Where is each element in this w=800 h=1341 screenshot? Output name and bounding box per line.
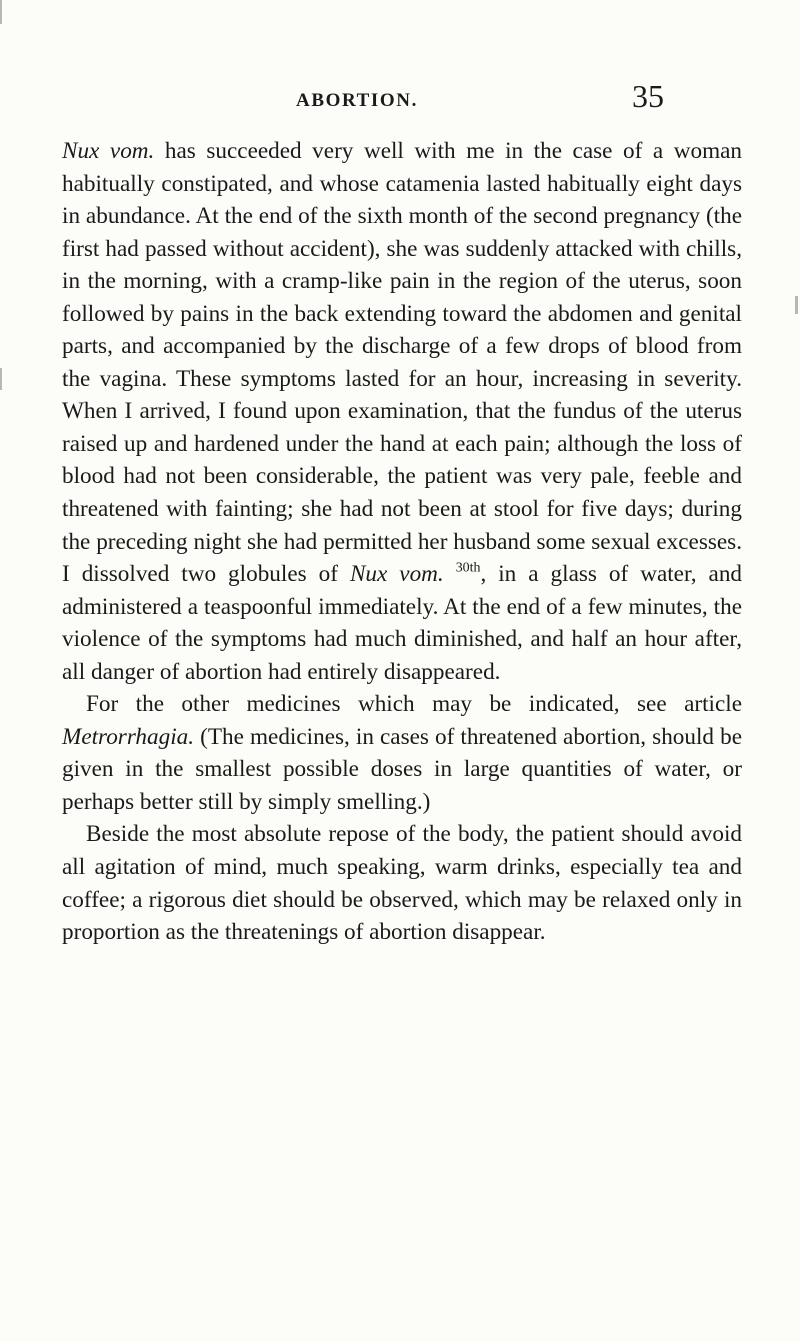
paragraph-text: has succeeded very well with me in the case of a woman habitually constipated, and whose catamenia lasted habitually eight days in abundance. At the end of the sixth month of the second pregnancy (the first had passed without accident), she was suddenly attacked with chills, in the morning, with a cramp-like pain in the region of the uterus, soon followed by pains in the back extending toward the abdomen and genital parts, and accompanied by the discharge of a few drops of blood from the vagina. These symptoms lasted for an hour, increasing in severity. When I arrived, I found upon examination, that the fundus of the uterus raised up and hardened under the hand at each pain; although the loss of blood had not been considerable, the patient was very pale, feeble and threatened with fainting; she had not been at stool for five days; during the preceding night she had permitted her husband some sexual excesses. I dissolved two globules of: [62, 138, 742, 588]
paragraph: [62, 818, 742, 948]
paragraph: [62, 135, 742, 688]
page-number: 35: [632, 78, 664, 114]
page-edge-mark: [0, 368, 2, 390]
remedy-name: Nux vom.: [349, 561, 444, 588]
page-edge-mark: [795, 296, 798, 314]
paragraph: [62, 688, 742, 818]
spacer-text: [444, 561, 456, 587]
potency-superscript: 30th: [455, 560, 481, 576]
running-head: [0, 78, 800, 112]
paragraph-text: Beside the most absolute repose of the body, the patient should avoid all agitation of mind, much speaking, warm drinks, especially tea and coffee; a rigorous diet should be observed, which may be relaxed only in proportion as the threatenings of abortion disappear.: [62, 821, 742, 946]
remedy-name: Nux vom.: [62, 138, 155, 164]
paragraph-text: (The medicines, in cases of threatened abortion, should be given in the smallest possible doses in large quantities of water, or perhaps better still by simply smelling.): [62, 723, 742, 815]
body-text: [62, 135, 742, 949]
paragraph-text: , in a glass of water, and administered a teaspoonful immediately. At the end of a few minutes, the violence of the symptoms had much diminished, and half an hour after, all danger of abortion had entirely disappeared.: [62, 561, 743, 685]
running-title: ABORTION.: [296, 90, 418, 111]
paragraph-text: For the other medicines which may be indicated, see article: [86, 691, 742, 718]
page-edge-mark: [0, 0, 2, 24]
article-reference: Metrorrhagia.: [62, 723, 195, 750]
